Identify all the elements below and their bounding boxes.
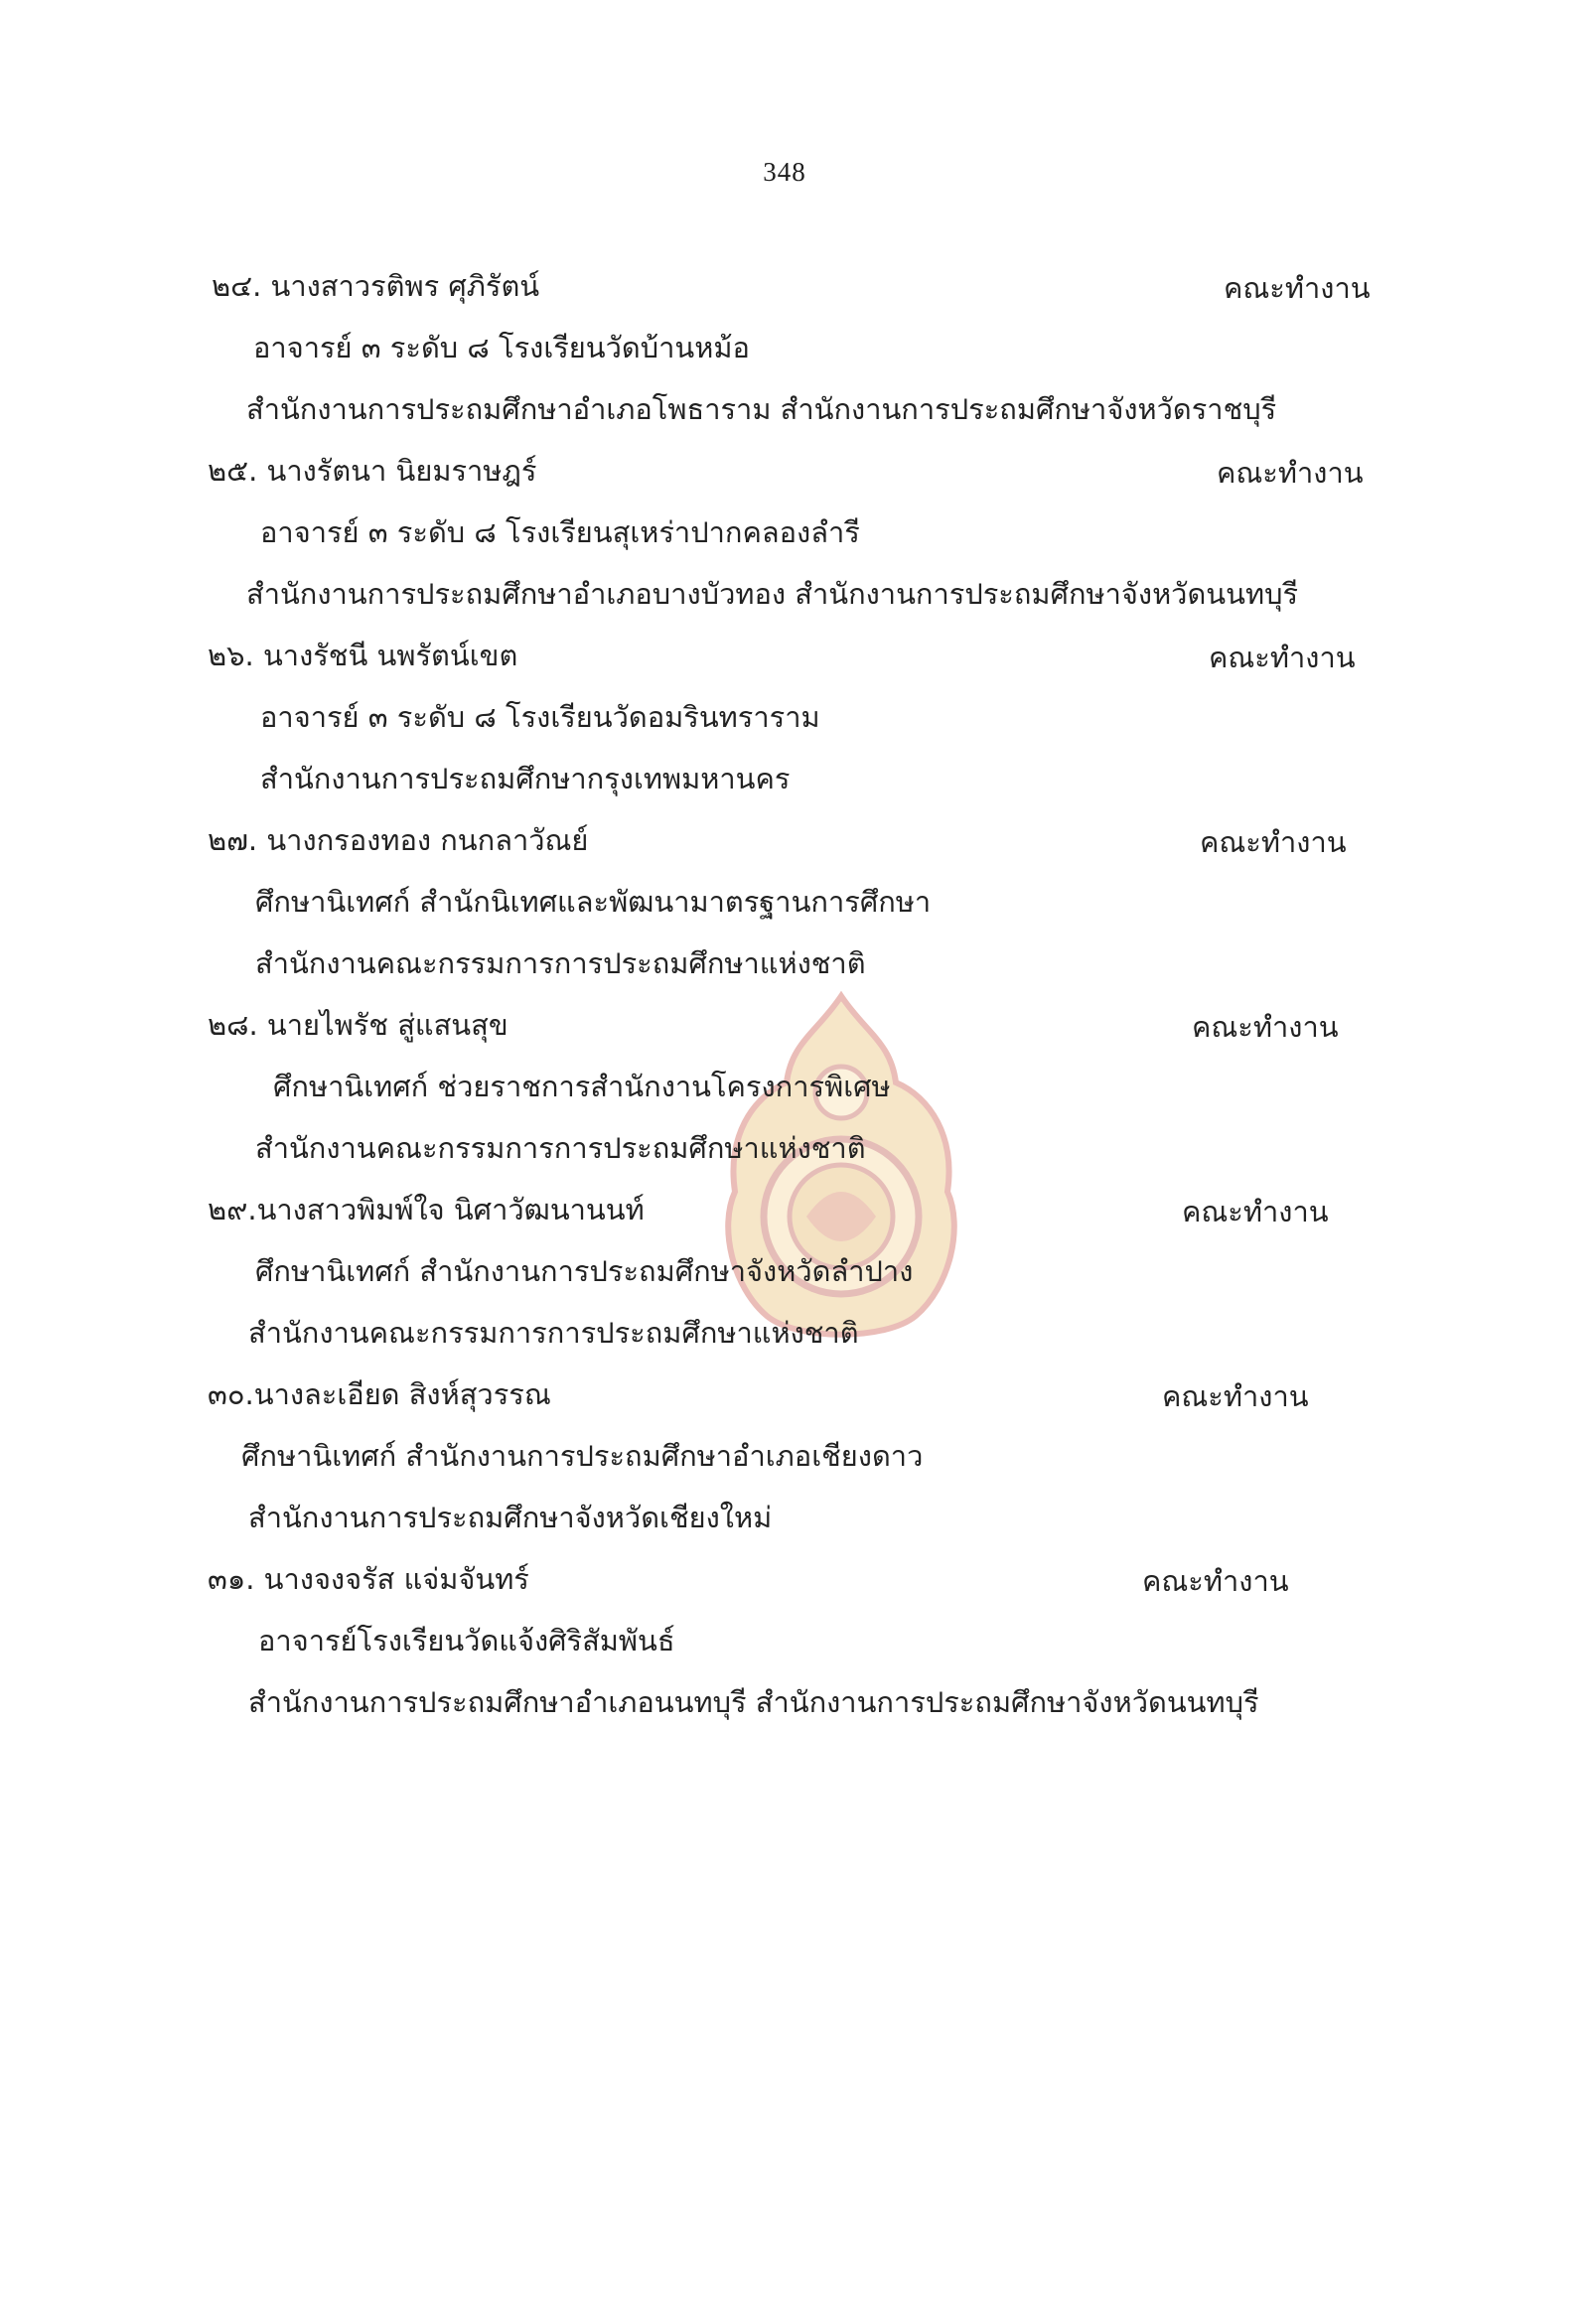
entry-position: ศึกษานิเทศก์ สำนักนิเทศและพัฒนามาตรฐานการศึกษา — [255, 885, 932, 919]
entry-name: ๓๐.นางละเอียด สิงห์สุวรรณ — [208, 1377, 551, 1411]
entry-name: ๒๘. นายไพรัช สู่แสนสุข — [208, 1008, 508, 1042]
entry-name: ๒๙.นางสาวพิมพ์ใจ นิศาวัฒนานนท์ — [208, 1193, 645, 1226]
entry-office: สำนักงานการประถมศึกษาอำเภอนนทบุรี สำนักงานการประถมศึกษาจังหวัดนนทบุรี — [248, 1685, 1259, 1719]
entry-position: อาจารย์ ๓ ระดับ ๘ โรงเรียนวัดบ้านหม้อ — [253, 331, 750, 364]
entry-name: ๒๗. นางกรองทอง กนกลาวัณย์ — [208, 823, 589, 857]
entry-office: สำนักงานการประถมศึกษากรุงเทพมหานคร — [260, 762, 791, 795]
entry-role: คณะทำงาน — [1182, 1195, 1329, 1228]
entry-name: ๒๖. นางรัชนี นพรัตน์เขต — [208, 639, 518, 672]
entry-name: ๒๔. นางสาวรติพร ศุภิรัตน์ — [212, 269, 540, 303]
entry-role: คณะทำงาน — [1192, 1010, 1339, 1044]
entry-position: ศึกษานิเทศก์ สำนักงานการประถมศึกษาอำเภอเชียงดาว — [241, 1439, 924, 1473]
page-number: 348 — [763, 157, 806, 187]
entry-office: สำนักงานการประถมศึกษาอำเภอโพธาราม สำนักงานการประถมศึกษาจังหวัดราชบุรี — [246, 392, 1277, 426]
entry-position: อาจารย์ ๓ ระดับ ๘ โรงเรียนวัดอมรินทราราม — [260, 700, 820, 734]
entry-role: คณะทำงาน — [1209, 641, 1356, 674]
entry-office: สำนักงานคณะกรรมการการประถมศึกษาแห่งชาติ — [255, 1131, 866, 1165]
entry-name: ๒๕. นางรัตนา นิยมราษฎร์ — [208, 454, 537, 488]
entry-office: สำนักงานคณะกรรมการการประถมศึกษาแห่งชาติ — [255, 946, 866, 980]
entry-position: อาจารย์โรงเรียนวัดแจ้งศิริสัมพันธ์ — [258, 1624, 675, 1657]
entry-role: คณะทำงาน — [1217, 456, 1364, 490]
entry-role: คณะทำงาน — [1142, 1564, 1289, 1598]
entry-position: ศึกษานิเทศก์ ช่วยราชการสำนักงานโครงการพิเศษ — [273, 1070, 891, 1103]
entry-office: สำนักงานการประถมศึกษาอำเภอบางบัวทอง สำนักงานการประถมศึกษาจังหวัดนนทบุรี — [246, 577, 1299, 611]
entry-position: อาจารย์ ๓ ระดับ ๘ โรงเรียนสุเหร่าปากคลองลำรี — [260, 515, 860, 549]
entry-position: ศึกษานิเทศก์ สำนักงานการประถมศึกษาจังหวัดลำปาง — [255, 1254, 914, 1288]
entry-office: สำนักงานการประถมศึกษาจังหวัดเชียงใหม่ — [248, 1501, 773, 1534]
entry-office: สำนักงานคณะกรรมการการประถมศึกษาแห่งชาติ — [248, 1316, 859, 1350]
entry-role: คณะทำงาน — [1162, 1379, 1309, 1413]
entry-name: ๓๑. นางจงจรัส แจ่มจันทร์ — [208, 1562, 529, 1596]
emblem-watermark — [717, 988, 965, 1351]
entry-role: คณะทำงาน — [1224, 271, 1371, 305]
entry-role: คณะทำงาน — [1200, 825, 1347, 859]
